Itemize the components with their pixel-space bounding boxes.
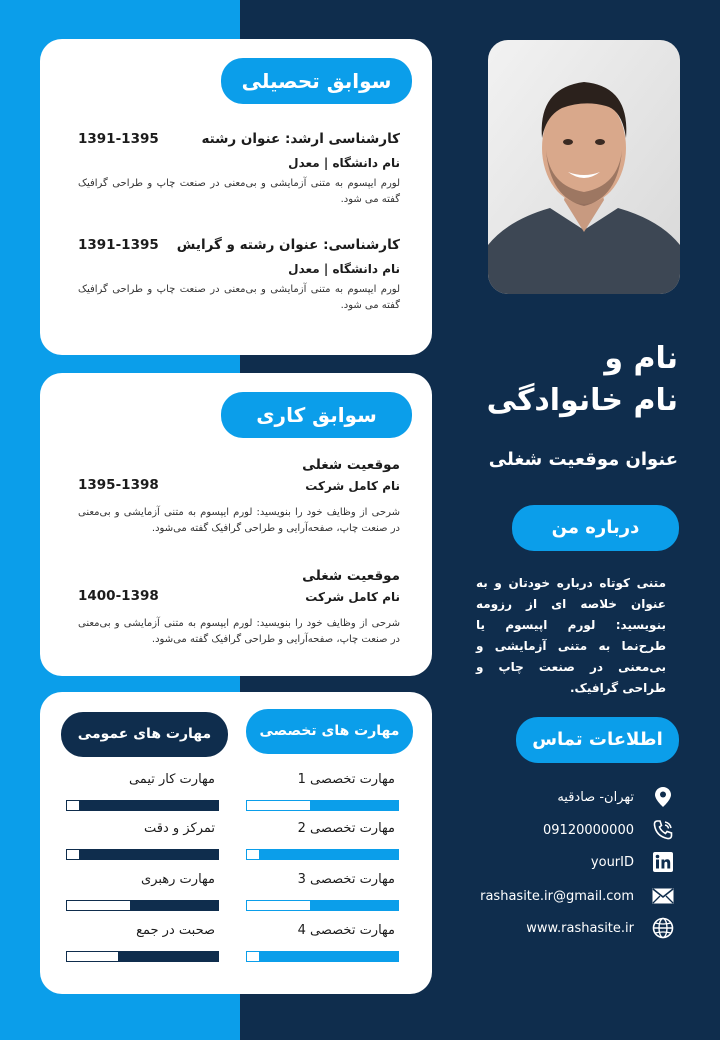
degree-title: کارشناسی ارشد: عنوان رشته (201, 131, 400, 147)
skill-bar (246, 800, 399, 811)
company-name: نام کامل شرکت (305, 590, 400, 604)
work-years: 1395-1398 (78, 477, 159, 493)
about-text: متنی کوتاه درباره خودتان و به عنوان خلاصه ای از رزومه بنویسید: لورم اپیسوم یا طرح‌نما به متنی آزمایشی و بی‌معنی در صنعت چاپ و طراحی گرافیک. (476, 576, 666, 695)
skill-bar-fill (79, 850, 218, 859)
email-text: rashasite.ir@gmail.com (480, 888, 634, 904)
work-heading: سوابق کاری (221, 392, 412, 438)
skill-bar-fill (79, 801, 218, 810)
work-years: 1400-1398 (78, 588, 159, 604)
work-entry (78, 457, 400, 537)
address-text: تهران- صادقیه (557, 789, 634, 805)
general-skills-heading: مهارت های عمومی (61, 712, 228, 757)
pro-skill (246, 872, 399, 911)
skill-bar-fill (259, 850, 398, 859)
general-skill (66, 821, 219, 860)
globe-icon (652, 917, 674, 939)
skill-bar (66, 951, 219, 962)
skill-bar-fill (130, 901, 218, 910)
skill-bar (246, 900, 399, 911)
name-line-2: نام خانوادگی (486, 383, 678, 418)
contact-heading: اطلاعات تماس (516, 717, 679, 763)
education-years: 1391-1395 (78, 131, 159, 147)
contact-website[interactable] (454, 916, 674, 940)
profile-photo (488, 40, 680, 294)
skill-label: مهارت تخصصی 3 (297, 872, 395, 887)
skill-bar (66, 849, 219, 860)
contact-email[interactable] (454, 884, 674, 908)
skills-card (40, 692, 432, 994)
general-skill (66, 923, 219, 962)
skill-bar (66, 800, 219, 811)
skill-bar (66, 900, 219, 911)
contact-address (454, 785, 674, 809)
skill-bar-fill (310, 901, 398, 910)
about-heading: درباره من (512, 505, 679, 551)
linkedin-text: yourID (590, 854, 634, 870)
skill-bar-fill (259, 952, 398, 961)
skill-bar (246, 849, 399, 860)
skill-bar-fill (118, 952, 218, 961)
pro-skills-heading: مهارت های تخصصی (246, 709, 413, 754)
job-position: موقعیت شغلی (302, 568, 400, 584)
full-name (487, 338, 678, 422)
skill-label: مهارت تخصصی 1 (297, 772, 395, 787)
work-card (40, 373, 432, 676)
general-skill (66, 872, 219, 911)
work-description: شرحی از وظایف خود را بنویسید: لورم ایپسوم به متنی آزمایشی و بی‌معنی در صنعت چاپ، صفحه‌آرایی و طراحی گرافیک گفته می‌شود. (78, 507, 400, 534)
person-portrait (488, 40, 680, 294)
skill-bar-fill (310, 801, 398, 810)
education-entry (78, 237, 400, 314)
skill-label: مهارت کار تیمی (128, 772, 215, 787)
job-position: موقعیت شغلی (302, 457, 400, 473)
location-pin-icon (652, 786, 674, 808)
education-entry (78, 131, 400, 208)
company-name: نام کامل شرکت (305, 479, 400, 493)
linkedin-icon (652, 851, 674, 873)
contact-linkedin[interactable] (454, 850, 674, 874)
skill-label: مهارت تخصصی 4 (297, 923, 395, 938)
phone-icon (652, 819, 674, 841)
general-skill (66, 772, 219, 811)
skill-label: مهارت رهبری (141, 872, 215, 887)
skill-label: صحبت در جمع (136, 923, 215, 938)
pro-skill (246, 772, 399, 811)
school-name: نام دانشگاه | معدل (288, 156, 400, 170)
name-line-1: نام و (604, 341, 678, 376)
work-entry (78, 568, 400, 648)
education-card (40, 39, 432, 355)
email-icon (652, 885, 674, 907)
skill-bar (246, 951, 399, 962)
pro-skill (246, 821, 399, 860)
school-name: نام دانشگاه | معدل (288, 262, 400, 276)
skill-label: مهارت تخصصی 2 (297, 821, 395, 836)
degree-title: کارشناسی: عنوان رشته و گرایش (176, 237, 400, 253)
pro-skill (246, 923, 399, 962)
skill-label: تمرکز و دقت (144, 821, 215, 836)
education-heading: سوابق تحصیلی (221, 58, 412, 104)
job-title: عنوان موقعیت شغلی (488, 449, 678, 470)
education-description: لورم ایپسوم به متنی آزمایشی و بی‌معنی در صنعت چاپ و طراحی گرافیک گفته می شود. (78, 284, 400, 311)
education-years: 1391-1395 (78, 237, 159, 253)
website-text: www.rashasite.ir (526, 920, 634, 936)
education-description: لورم ایپسوم به متنی آزمایشی و بی‌معنی در صنعت چاپ و طراحی گرافیک گفته می شود. (78, 178, 400, 205)
work-description: شرحی از وظایف خود را بنویسید: لورم ایپسوم به متنی آزمایشی و بی‌معنی در صنعت چاپ، صفحه‌آرایی و طراحی گرافیک گفته می‌شود. (78, 618, 400, 645)
contact-phone[interactable] (454, 818, 674, 842)
phone-text: 09120000000 (543, 822, 634, 838)
